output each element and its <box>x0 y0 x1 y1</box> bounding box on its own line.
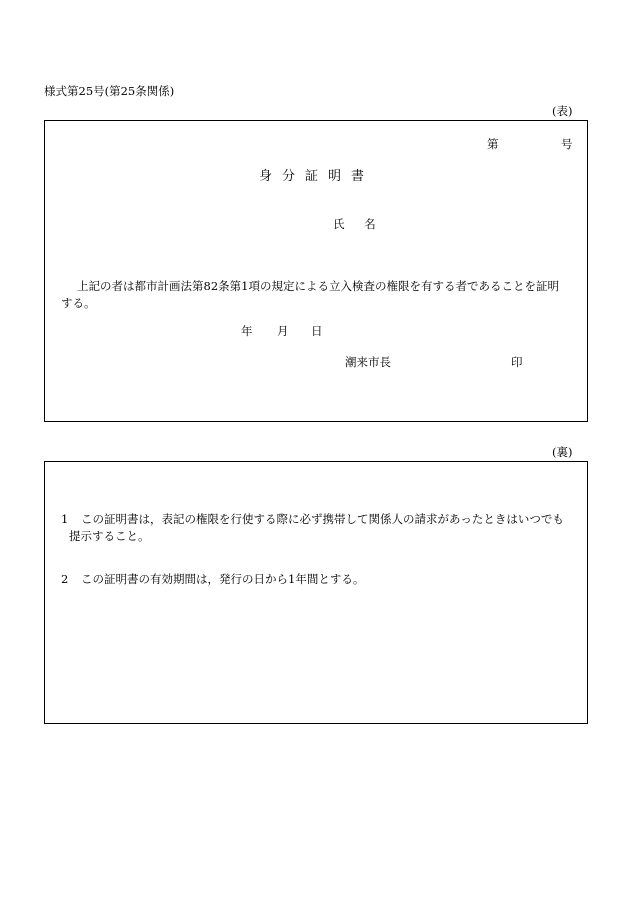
certificate-title: 身分証明書 <box>259 169 375 184</box>
back-item-2 <box>61 571 585 588</box>
number-suffix: 号 <box>561 137 573 151</box>
date-day: 日 <box>311 324 323 338</box>
back-card <box>44 461 588 724</box>
back-item-2-number: 2 <box>61 572 69 586</box>
issuer: 潮来市長 <box>345 355 391 369</box>
number-prefix: 第 <box>487 137 499 151</box>
seal-mark: 印 <box>511 355 523 369</box>
back-item-1-line1: この証明書は，表記の権限を行使する際に必ず携帯して関係人の請求があったときはいつでも <box>81 512 564 526</box>
certificate-body <box>61 278 581 312</box>
back-item-2-line1: この証明書の有効期間は，発行の日から1年間とする。 <box>81 572 365 586</box>
back-item-1-number: 1 <box>61 512 69 526</box>
certificate-body-line1: 上記の者は都市計画法第82条第1項の規定による立入検査の権限を有する者であることを証明 <box>77 279 559 293</box>
form-label: 様式第25号(第25条関係) <box>44 84 175 98</box>
back-item-1-line2: 提示すること。 <box>69 529 150 543</box>
date-month: 月 <box>277 324 289 338</box>
certificate-body-line2: する。 <box>61 296 96 310</box>
front-side-label: (表) <box>552 104 573 118</box>
back-item-1 <box>61 511 585 545</box>
date-year: 年 <box>241 324 253 338</box>
front-card <box>44 120 588 422</box>
back-side-label: (裏) <box>552 445 573 459</box>
name-label: 氏 名 <box>333 217 384 231</box>
